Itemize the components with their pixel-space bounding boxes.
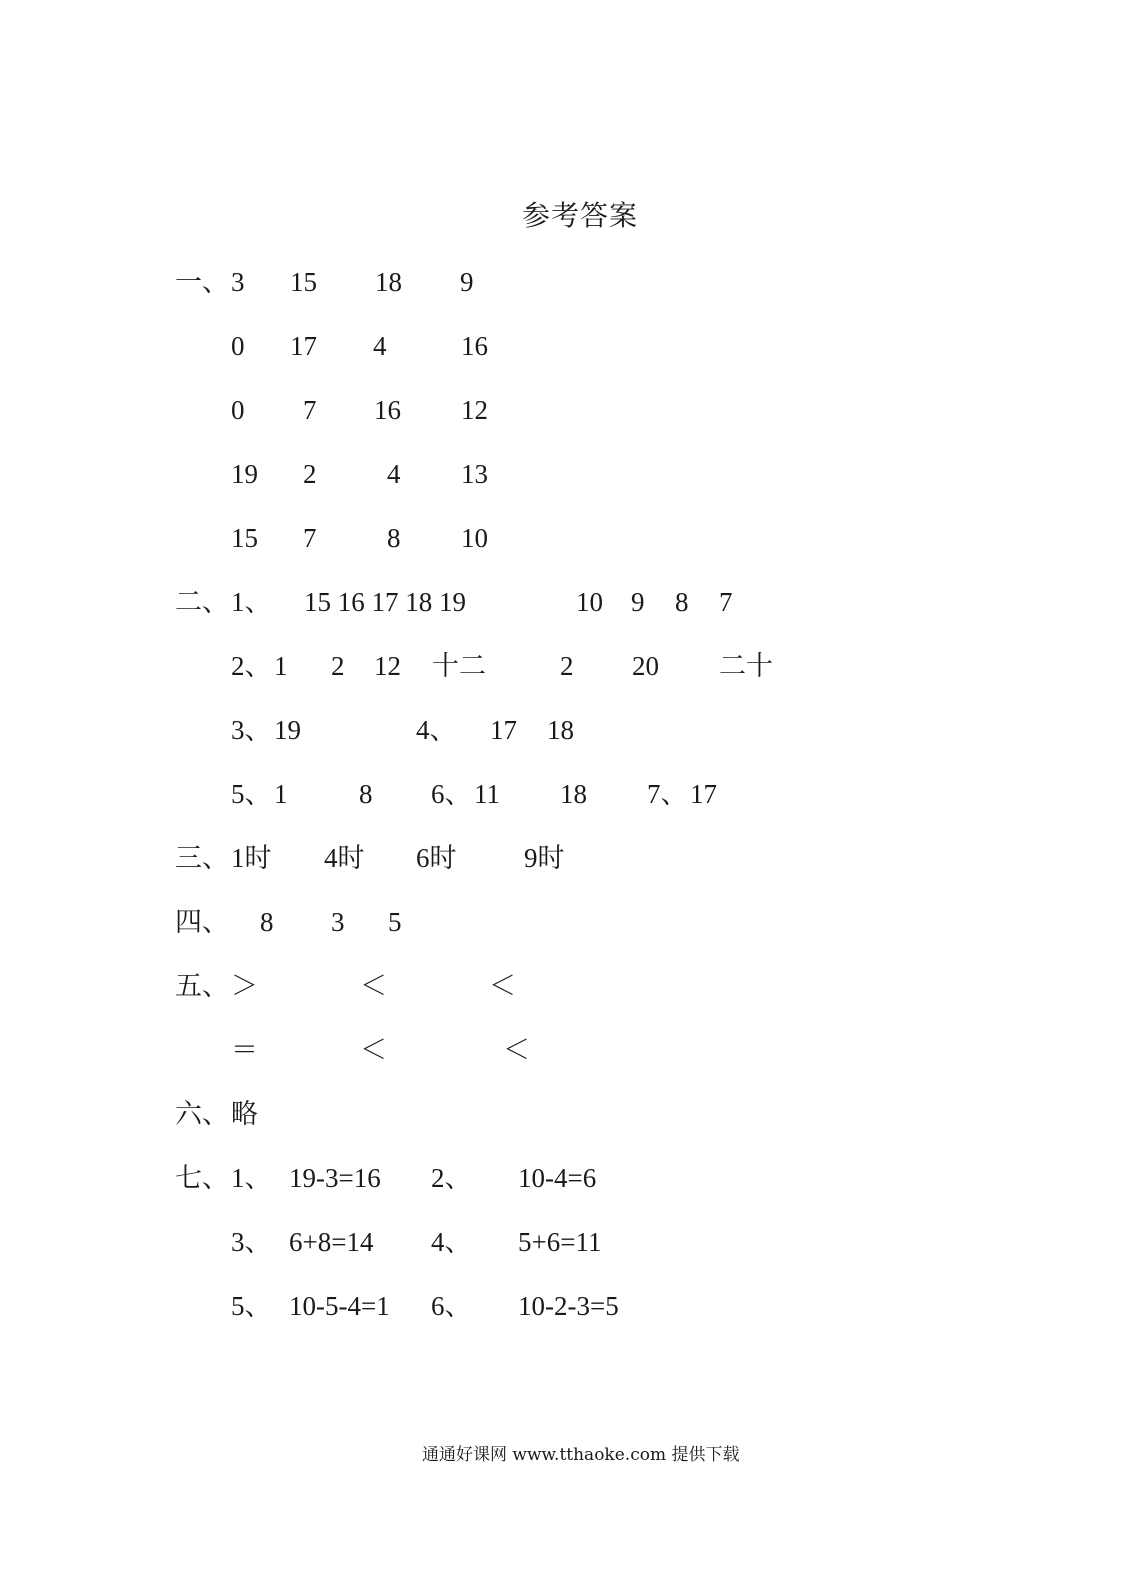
section-1-answer: 18	[375, 267, 402, 297]
section-1-answer: 16	[461, 331, 488, 361]
section-7-item-number: 1、	[231, 1163, 272, 1193]
section-7-item-number: 5、	[231, 1291, 272, 1321]
section-5-answer: ＜	[360, 1035, 387, 1065]
section-3-label: 三、	[175, 843, 229, 873]
section-1-answer: 17	[290, 331, 317, 361]
section-2-q6-number: 6、	[431, 779, 472, 809]
section-2-q5-answer: 8	[359, 779, 373, 809]
section-2-q2-answer: 12	[374, 651, 401, 681]
section-2-q1-answer: 9	[631, 587, 645, 617]
section-1-answer: 16	[374, 395, 401, 425]
section-2-q4-answer: 17	[490, 715, 517, 745]
section-2-q3-answer: 19	[274, 715, 301, 745]
section-2-q2-answer: 二十	[719, 651, 773, 681]
section-1-answer: 2	[303, 459, 317, 489]
section-1-answer: 4	[387, 459, 401, 489]
section-7-equation: 10-5-4=1	[289, 1291, 390, 1321]
section-7-equation: 6+8=14	[289, 1227, 374, 1257]
section-2-q4-number: 4、	[416, 715, 457, 745]
section-2-q4-answer: 18	[547, 715, 574, 745]
section-6-label: 六、	[175, 1099, 229, 1129]
section-1-answer: 9	[460, 267, 474, 297]
section-2-q1-answer: 10	[576, 587, 603, 617]
section-3-answer: 1时	[231, 843, 272, 873]
section-7-item-number: 3、	[231, 1227, 272, 1257]
section-3-answer: 6时	[416, 843, 457, 873]
section-1-answer: 3	[231, 267, 245, 297]
section-1-answer: 7	[303, 523, 317, 553]
section-5-answer: ＜	[503, 1035, 530, 1065]
section-5-answer: ＜	[360, 971, 387, 1001]
section-2-q5-answer: 1	[274, 779, 288, 809]
section-1-answer: 0	[231, 331, 245, 361]
section-2-q1-number: 1、	[231, 587, 272, 617]
section-5-answer: ＝	[231, 1035, 258, 1065]
section-1-answer: 0	[231, 395, 245, 425]
section-2-q2-answer: 1	[274, 651, 288, 681]
section-2-q7-number: 7、	[647, 779, 688, 809]
section-7-item-number: 2、	[431, 1163, 472, 1193]
section-1-label: 一、	[175, 267, 229, 297]
section-7-label: 七、	[175, 1163, 229, 1193]
section-2-q2-answer: 十二	[432, 651, 486, 681]
section-4-answer: 8	[260, 907, 274, 937]
section-7-item-number: 4、	[431, 1227, 472, 1257]
section-7-equation: 5+6=11	[518, 1227, 602, 1257]
section-7-equation: 10-4=6	[518, 1163, 597, 1193]
section-1-answer: 13	[461, 459, 488, 489]
section-2-q6-answer: 11	[474, 779, 500, 809]
section-1-answer: 15	[231, 523, 258, 553]
section-1-answer: 10	[461, 523, 488, 553]
section-3-answer: 9时	[524, 843, 565, 873]
section-4-label: 四、	[175, 907, 229, 937]
page-title: 参考答案	[522, 201, 639, 232]
section-1-answer: 19	[231, 459, 258, 489]
section-1-answer: 8	[387, 523, 401, 553]
section-2-q5-number: 5、	[231, 779, 272, 809]
section-1-answer: 12	[461, 395, 488, 425]
section-2-q2-answer: 20	[632, 651, 659, 681]
section-4-answer: 3	[331, 907, 345, 937]
section-6-answer: 略	[231, 1099, 258, 1129]
section-5-label: 五、	[175, 971, 229, 1001]
section-5-answer: ＞	[231, 971, 258, 1001]
section-7-equation: 10-2-3=5	[518, 1291, 619, 1321]
section-7-item-number: 6、	[431, 1291, 472, 1321]
section-2-q7-answer: 17	[690, 779, 717, 809]
section-3-answer: 4时	[324, 843, 365, 873]
section-2-q3-number: 3、	[231, 715, 272, 745]
section-2-q2-answer: 2	[331, 651, 345, 681]
section-1-answer: 4	[373, 331, 387, 361]
section-4-answer: 5	[388, 907, 402, 937]
section-1-answer: 15	[290, 267, 317, 297]
section-2-q6-answer: 18	[560, 779, 587, 809]
section-2-q2-answer: 2	[560, 651, 574, 681]
footer-watermark: 通通好课网 www.tthaoke.com 提供下载	[422, 1445, 740, 1465]
section-2-label: 二、	[175, 587, 229, 617]
section-2-q1-sequence: 15 16 17 18 19	[304, 587, 466, 617]
section-2-q1-answer: 8	[675, 587, 689, 617]
section-2-q1-answer: 7	[719, 587, 733, 617]
section-1-answer: 7	[303, 395, 317, 425]
section-5-answer: ＜	[489, 971, 516, 1001]
section-2-q2-number: 2、	[231, 651, 272, 681]
section-7-equation: 19-3=16	[289, 1163, 381, 1193]
